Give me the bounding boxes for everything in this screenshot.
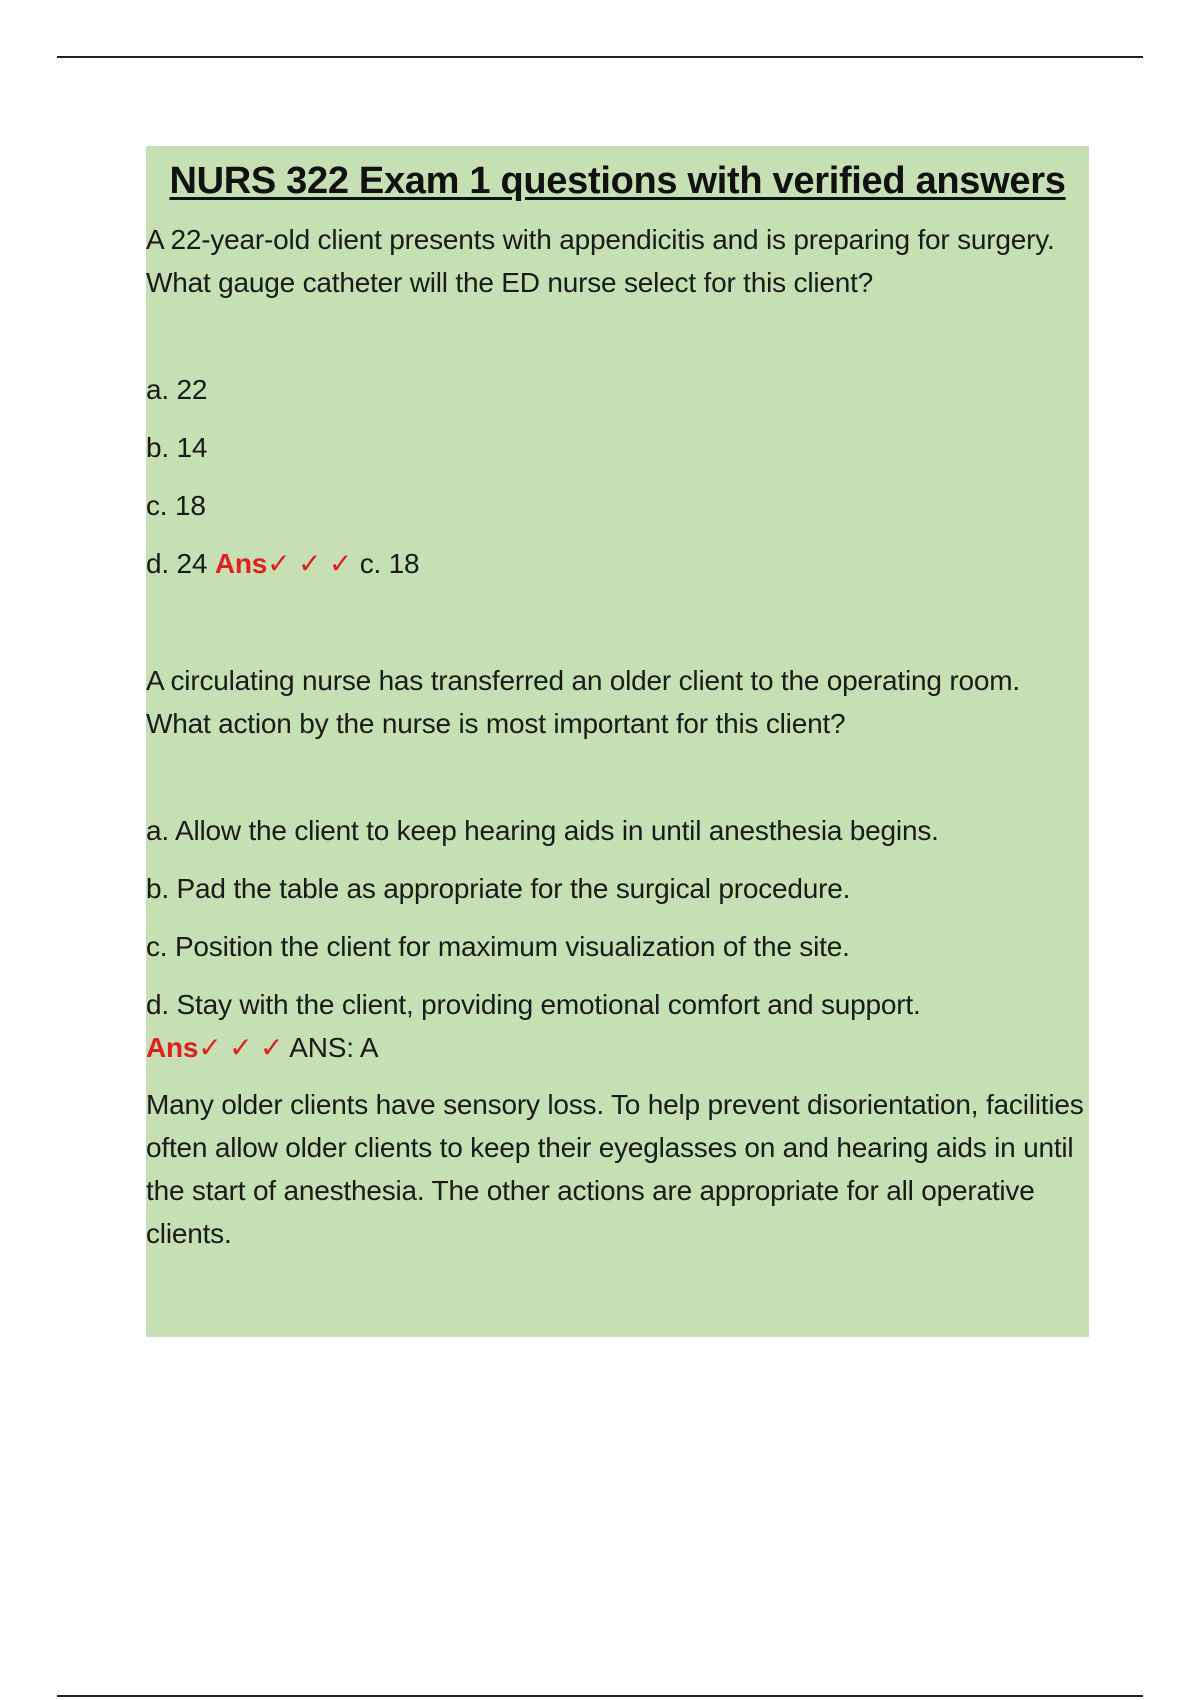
question-1-option-d-line xyxy=(146,542,1089,585)
question-1-check-icons: ✓ ✓ ✓ xyxy=(267,548,353,579)
question-2-option-b: b. Pad the table as appropriate for the surgical procedure. xyxy=(146,873,851,904)
question-2-prompt: A circulating nurse has transferred an older client to the operating room. What action by the nurse is most important for this client? xyxy=(146,665,1020,739)
question-2-explanation: Many older clients have sensory loss. To help prevent disorientation, facilities often allow older clients to keep their eyeglasses on and hearing aids in until the start of anesthesia. The other actions are appropriate for all operative clients. xyxy=(146,1089,1084,1249)
footer-rule xyxy=(57,1695,1143,1697)
question-1-option-d: d. 24 xyxy=(146,548,208,579)
document-title: NURS 322 Exam 1 questions with verified answers xyxy=(169,160,1066,202)
question-1-option-b: b. 14 xyxy=(146,432,208,463)
question-2-option-c: c. Position the client for maximum visualization of the site. xyxy=(146,931,850,962)
document-content-panel xyxy=(146,146,1089,1337)
question-1-prompt: A 22-year-old client presents with appendicitis and is preparing for surgery. What gauge catheter will the ED nurse select for this client? xyxy=(146,224,1055,298)
question-2-option-a: a. Allow the client to keep hearing aids in until anesthesia begins. xyxy=(146,815,939,846)
question-2-check-icons: ✓ ✓ ✓ xyxy=(198,1032,284,1063)
question-2-answer-text: ANS: A xyxy=(289,1032,379,1063)
question-1-option-c: c. 18 xyxy=(146,490,206,521)
question-2-option-d: d. Stay with the client, providing emotional comfort and support. xyxy=(146,989,921,1020)
question-1-option-a: a. 22 xyxy=(146,374,208,405)
question-1-answer-text: c. 18 xyxy=(359,548,420,579)
header-rule xyxy=(57,56,1143,58)
question-2-answer-line xyxy=(146,1026,1089,1069)
question-1-answer-label: Ans xyxy=(214,548,268,579)
question-2-answer-label: Ans xyxy=(146,1032,199,1063)
